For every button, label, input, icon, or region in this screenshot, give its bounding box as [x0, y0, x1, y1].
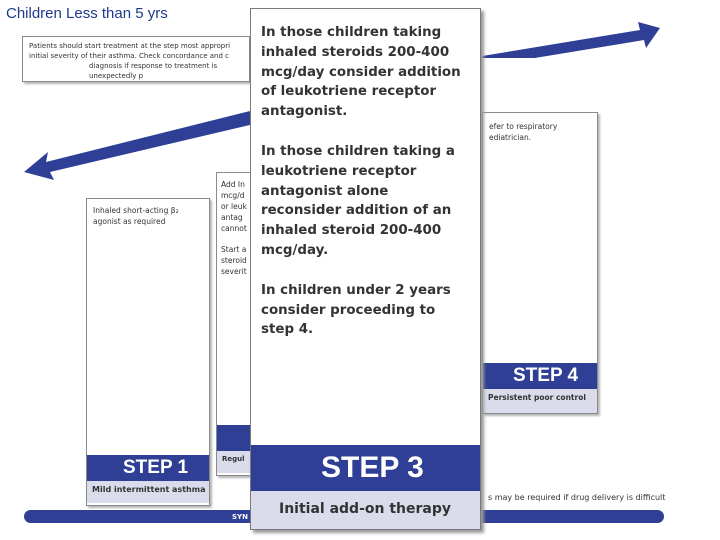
slide-title: Children Less than 5 yrs	[6, 5, 168, 22]
step3-heading: STEP 3	[251, 445, 480, 491]
step2-body-line: mcg/d	[221, 191, 245, 200]
move-down-arrow-icon	[24, 100, 254, 180]
bottom-bar-label: SYN	[232, 513, 248, 521]
treatment-note-box	[22, 36, 250, 82]
step4-body-line: ediatrician.	[489, 133, 532, 142]
step4-body-line: efer to respiratory	[489, 122, 558, 131]
step3-paragraph-3: In children under 2 years consider proceeding to step 4.	[261, 282, 451, 338]
step2-body-line: Start a	[221, 245, 247, 254]
note-line: diagnosis if response to treatment is unexpectedly p	[89, 62, 218, 80]
move-down-arrow-label: MOVE DOWN TO FIND AND MAINTAIN	[62, 94, 234, 155]
step1-card	[86, 198, 210, 506]
note-line: initial severity of their asthma. Check concordance and c	[29, 52, 230, 60]
move-up-arrow-label: MOVE CONTROL AS NEEDED	[487, 8, 619, 45]
step2-body-line: severit	[221, 267, 247, 276]
step1-subtitle: Mild intermittent asthma	[87, 481, 209, 503]
step2-body-line: antag	[221, 213, 243, 222]
step4-card	[482, 112, 598, 414]
step2-body-line: steroid	[221, 256, 247, 265]
note-line: Patients should start treatment at the step most appropri	[29, 42, 231, 50]
step2-body-line: cannot	[221, 224, 247, 233]
footer-note: s may be required if drug delivery is difficult	[488, 493, 666, 502]
step1-body-line: Inhaled short-acting β₂	[93, 206, 179, 215]
step1-body-line: agonist as required	[93, 217, 166, 226]
step3-paragraph-1: In those children taking inhaled steroids 200-400 mcg/day consider addition of leukotriene receptor antagonist.	[261, 25, 461, 120]
step3-card	[250, 8, 481, 530]
step3-paragraph-2: In those children taking a leukotriene receptor antagonist alone reconsider addition of an inhaled steroid 200-400 mcg/day.	[261, 143, 455, 258]
step2-body-line: or leuk	[221, 202, 247, 211]
step2-subtitle: Regul	[217, 451, 256, 473]
step3-subtitle: Initial add-on therapy	[251, 491, 480, 529]
step2-body-line: Add In	[221, 180, 245, 189]
step1-heading: STEP 1	[87, 455, 209, 481]
step4-heading: STEP 4	[483, 363, 597, 389]
step4-subtitle: Persistent poor control	[483, 389, 597, 413]
